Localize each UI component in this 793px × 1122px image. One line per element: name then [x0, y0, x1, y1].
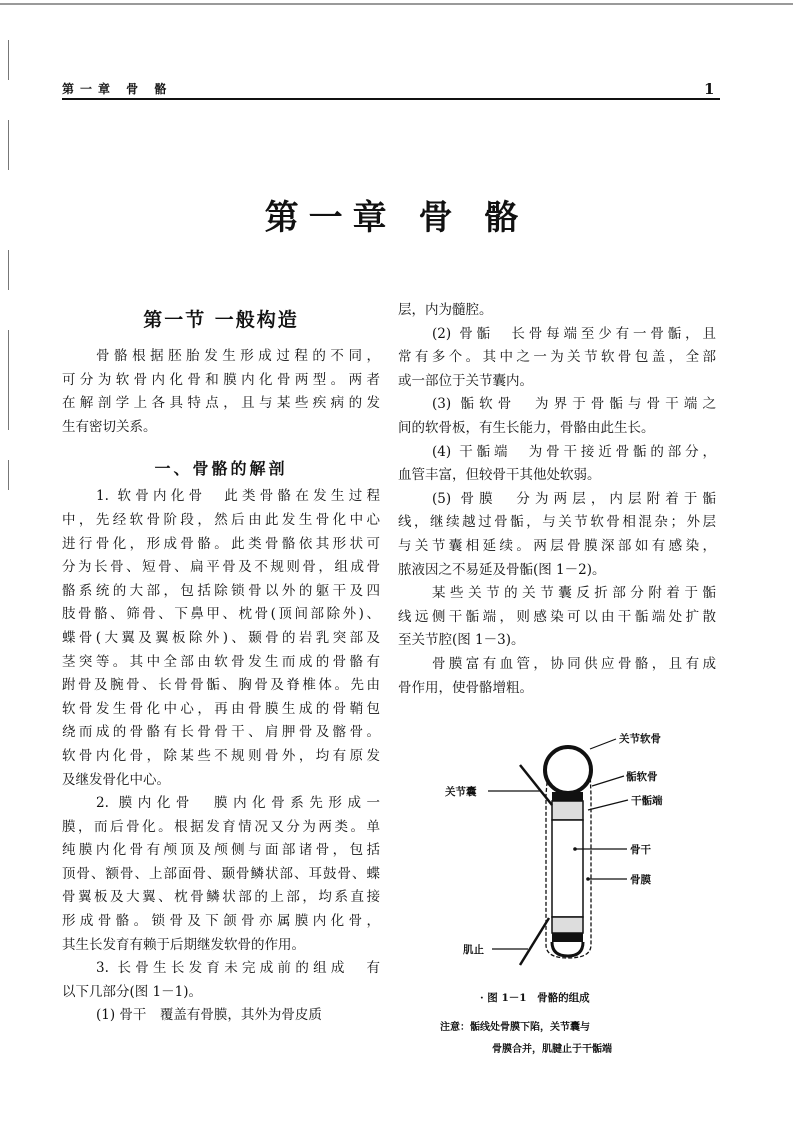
text-line: 膜，而后骨化。根据发育情况又分为两类。单: [62, 818, 380, 835]
text-line: 骨骼根据胚胎发生形成过程的不同，: [96, 348, 380, 364]
figure-caption: · 图 1－1 骨骼的组成: [480, 992, 590, 1004]
text-line: 层，内为髓腔。: [398, 302, 493, 318]
text-line: 某些关节的关节囊反折部分附着于骺: [432, 585, 716, 602]
text-line: 骨翼板及大翼、枕骨鳞状部的上部，均系直接: [62, 889, 380, 906]
text-line: 3. 长骨生长发育未完成前的组成 有: [96, 960, 380, 977]
epiphysis-head: [545, 747, 591, 793]
text-line: 骨作用，使骨骼增粗。: [398, 679, 533, 696]
text-line: 及继发骨化中心。: [62, 771, 170, 788]
text-line: 血管丰富，但较骨干其他处软弱。: [398, 467, 601, 484]
muscle-insertion-line: [520, 918, 549, 965]
text-line: 生有密切关系。: [62, 418, 157, 435]
text-line: 或一部位于关节囊内。: [398, 372, 533, 389]
subsection-title: 一、骨骼的解剖: [154, 459, 288, 479]
text-line: 1. 软骨内化骨 此类骨骼在发生过程: [96, 488, 380, 505]
text-line: 肢骨骼、筛骨、下鼻甲、枕骨(顶间部除外)、: [62, 606, 380, 623]
epiphyseal-plate-bottom: [552, 933, 583, 942]
text-line: 可分为软骨内化骨和膜内化骨两型。两者: [62, 371, 380, 388]
label-periosteum: 骨膜: [630, 874, 651, 886]
figure-note-line-1: 注意：骺线处骨膜下陷，关节囊与: [440, 1022, 590, 1033]
metaphysis-top: [552, 801, 583, 820]
text-line: 间的软骨板，有生长能力，骨骼由此生长。: [398, 419, 655, 436]
text-line: (2) 骨骺 长骨每端至少有一骨骺，且: [432, 325, 716, 342]
text-line: 软骨内化骨，除某些不规则骨外，均有原发: [62, 747, 380, 764]
label-diaphysis: 骨干: [630, 844, 651, 856]
text-line: 其生长发育有赖于后期继发软骨的作用。: [62, 936, 305, 953]
text-line: 与关节囊相延续。两层骨膜深部如有感染，: [398, 537, 716, 554]
text-line: 软骨发生骨化中心，再由骨膜生成的骨鞘包: [62, 700, 380, 717]
text-line: 中，先经软骨阶段，然后由此发生骨化中心: [62, 511, 380, 528]
diaphysis-shaft: [552, 820, 583, 917]
text-line: 骼系统的大部，包括除锁骨以外的躯干及四: [62, 582, 380, 599]
text-line: (3) 骺软骨 为界于骨骺与骨干端之: [432, 396, 716, 413]
text-line: 线，继续越过骨骺，与关节软骨相混杂；外层: [398, 514, 716, 531]
text-line: (5) 骨膜 分为两层，内层附着于骺: [432, 490, 716, 507]
label-joint-capsule: 关节囊: [445, 786, 477, 798]
text-line: 分为长骨、短骨、扁平骨及不规则骨，组成骨: [62, 559, 380, 576]
text-line: 进行骨化，形成骨骼。此类骨骼依其形状可: [62, 535, 380, 552]
text-line: 茎突等。其中全部由软骨发生而成的骨骼有: [62, 653, 380, 670]
label-articular-cartilage: 关节软骨: [619, 733, 661, 745]
figure-note-line-2: 骨膜合并，肌腱止于干骺端: [492, 1044, 612, 1055]
text-line: 以下几部分(图 1－1)。: [62, 983, 203, 1000]
text-line: 脓液因之不易延及骨骺(图 1－2)。: [398, 561, 606, 578]
text-line: 蝶骨(大翼及翼板除外)、颞骨的岩乳突部及: [62, 629, 380, 646]
label-muscle-insertion: 肌止: [463, 944, 484, 956]
bone-diagram: [488, 739, 628, 965]
text-line: 2. 膜内化骨 膜内化骨系先形成一: [96, 795, 380, 812]
label-epiphyseal-cartilage: 骺软骨: [626, 771, 658, 783]
label-metaphysis: 干骺端: [631, 795, 663, 807]
running-header: 第一章 骨 骼: [62, 82, 173, 96]
text-line: 纯膜内化骨有颅顶及颅侧与面部诸骨，包括: [62, 842, 380, 859]
epiphyseal-plate-top: [552, 792, 583, 801]
section-title: 第一节 一般构造: [143, 309, 299, 331]
text-line: 至关节腔(图 1－3)。: [398, 632, 525, 649]
metaphysis-bottom: [552, 917, 583, 933]
text-line: 绕而成的骨骼有长骨骨干、肩胛骨及髂骨。: [62, 724, 380, 741]
text-line: 跗骨及腕骨、长骨骨骺、胸骨及脊椎体。先由: [62, 677, 380, 694]
text-line: (4) 干骺端 为骨干接近骨骺的部分，: [432, 443, 716, 460]
bottom-epiphysis: [552, 942, 583, 956]
chapter-title: 第一章 骨 骼: [264, 198, 529, 238]
page-number: 1: [704, 80, 715, 98]
text-line: (1) 骨干 覆盖有骨膜，其外为骨皮质: [96, 1007, 322, 1024]
text-line: 骨膜富有血管，协同供应骨骼，且有成: [432, 655, 716, 672]
text-line: 常有多个。其中之一为关节软骨包盖，全部: [398, 349, 716, 366]
text-line: 在解剖学上各具特点，且与某些疾病的发: [62, 395, 380, 412]
text-line: 顶骨、额骨、上部面骨、颞骨鳞状部、耳鼓骨、蝶: [62, 865, 380, 882]
text-line: 形成骨骼。锁骨及下颌骨亦属膜内化骨，: [62, 913, 380, 930]
text-line: 线远侧干骺端，则感染可以由干骺端处扩散: [398, 608, 716, 625]
